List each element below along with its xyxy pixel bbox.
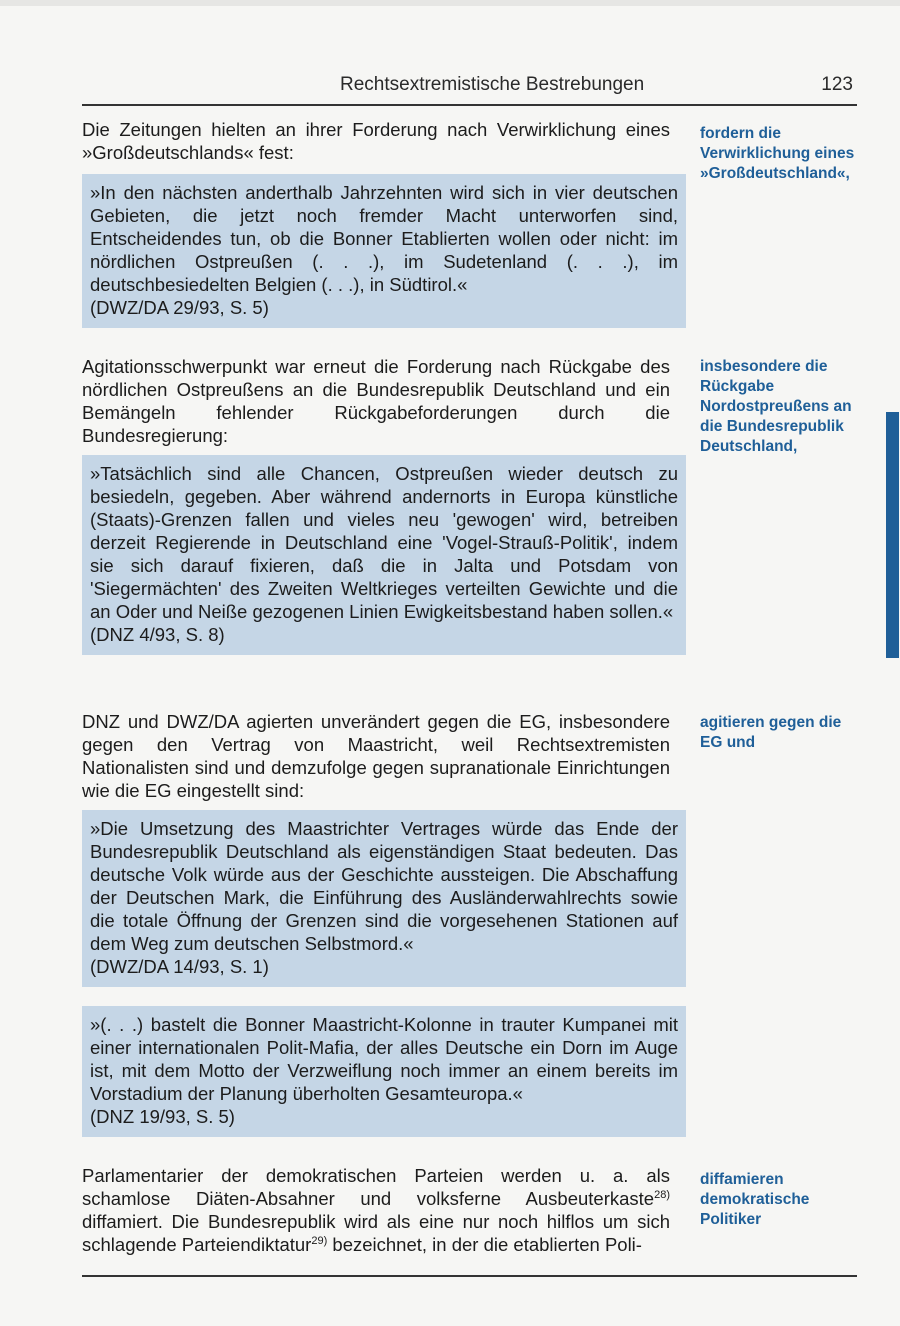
quote-source: (DNZ 19/93, S. 5) <box>90 1106 235 1127</box>
quote-block-grossdeutschland <box>82 174 686 328</box>
quote-source: (DWZ/DA 14/93, S. 1) <box>90 956 269 977</box>
quote-text: »(. . .) bastelt die Bonner Maastricht-Kolonne in trauter Kumpanei mit einer internationalen Polit-Mafia, der alles Deutsche ein Dorn im Auge ist, mit dem Motto der Verzweiflung noch immer an einem bereits im Vorstadium der Planung überholten Gesamteuropa.« <box>90 1014 678 1104</box>
chapter-side-marker <box>886 412 899 658</box>
margin-note-diffamieren: diffamieren demokratische Politiker <box>700 1171 810 1228</box>
running-title: Rechtsextremistische Bestrebungen <box>340 74 645 95</box>
quote-text: »In den nächsten anderthalb Jahrzehnten wird sich in vier deutschen Gebieten, die jetzt noch fremder Macht unterworfen sind, Entscheidendes tun, ob die Bonner Etablierten wollen oder nicht: im nördlichen Ostpreußen (. . .), im Sudetenland (. . .), im deutschbesiedelten Belgien (. . .), in Südtirol.« <box>90 182 678 295</box>
paragraph-agitation: Agitationsschwerpunkt war erneut die Forderung nach Rückgabe des nördlichen Ostpreußens an die Bundesrepublik Deutschland und ein Bemängeln fehlender Rückgabeforderungen durch die Bundesregierung: <box>82 356 670 446</box>
margin-note-grossdeutschland: fordern die Verwirklichung eines »Großdeutschland«, <box>700 125 855 182</box>
margin-note-eg: agitieren gegen die EG und <box>700 714 842 751</box>
margin-note-rueckgabe: insbesondere die Rückgabe Nordostpreußens an die Bundesrepublik Deutschland, <box>700 358 852 455</box>
paragraph-text: Parlamentarier der demokratischen Parteien werden u. a. als schamlose Diäten-Absahner und volksferne Ausbeuterkaste <box>82 1165 670 1209</box>
paragraph-text: bezeichnet, in der die etablierten Poli- <box>327 1234 642 1255</box>
quote-block-ostpreussen <box>82 455 686 655</box>
paragraph-text: diffamiert. Die Bundesrepublik wird als eine nur noch hilflos um sich schlagende Parteiendiktatur <box>82 1211 670 1255</box>
quote-text: »Tatsächlich sind alle Chancen, Ostpreußen wieder deutsch zu besiedeln, gegeben. Aber während andernorts in Europa künstliche (Staats)-Grenzen fallen und vieles neu 'gewogen' wird, betreiben derzeit Regierende in Deutschland eine 'Vogel-Strauß-Politik', indem sie sich darauf fixieren, daß die in Jalta und Potsdam von 'Siegermächten' des Zweiten Weltkrieges verteilten Gewichte und die an Oder und Neiße gezogenen Linien Ewigkeitsbestand haben sollen.« <box>90 463 678 622</box>
footnote-marker: 28) <box>654 1189 670 1201</box>
quote-source: (DNZ 4/93, S. 8) <box>90 624 225 645</box>
paragraph-eg: DNZ und DWZ/DA agierten unverändert gegen die EG, insbesondere gegen den Vertrag von Maastricht, weil Rechtsextremisten Nationalisten sind und demzufolge gegen supranationale Einrichtungen wie die EG eingestellt sind: <box>82 711 670 801</box>
paragraph-parlamentarier <box>82 1164 670 1256</box>
quote-block-polit-mafia <box>82 1006 686 1137</box>
quote-text: »Die Umsetzung des Maastrichter Vertrages würde das Ende der Bundesrepublik Deutschland als eigenständigen Staat bedeuten. Das deutsche Volk würde aus der Geschichte aussteigen. Die Abschaffung der Deutschen Mark, die Einführung des Ausländerwahlrechts sowie die totale Öffnung der Grenzen sind die vorgesehenen Stationen auf dem Weg zum deutschen Selbstmord.« <box>90 818 678 954</box>
paragraph-intro: Die Zeitungen hielten an ihrer Forderung nach Verwirklichung eines »Großdeutschlands« fest: <box>82 119 670 163</box>
page-top-edge <box>0 0 900 6</box>
footer-rule <box>82 1275 857 1277</box>
quote-source: (DWZ/DA 29/93, S. 5) <box>90 297 269 318</box>
footnote-marker: 29) <box>311 1235 328 1247</box>
page-number: 123 <box>821 74 853 95</box>
page-header <box>82 70 857 102</box>
header-rule <box>82 104 857 106</box>
quote-block-maastricht <box>82 810 686 987</box>
